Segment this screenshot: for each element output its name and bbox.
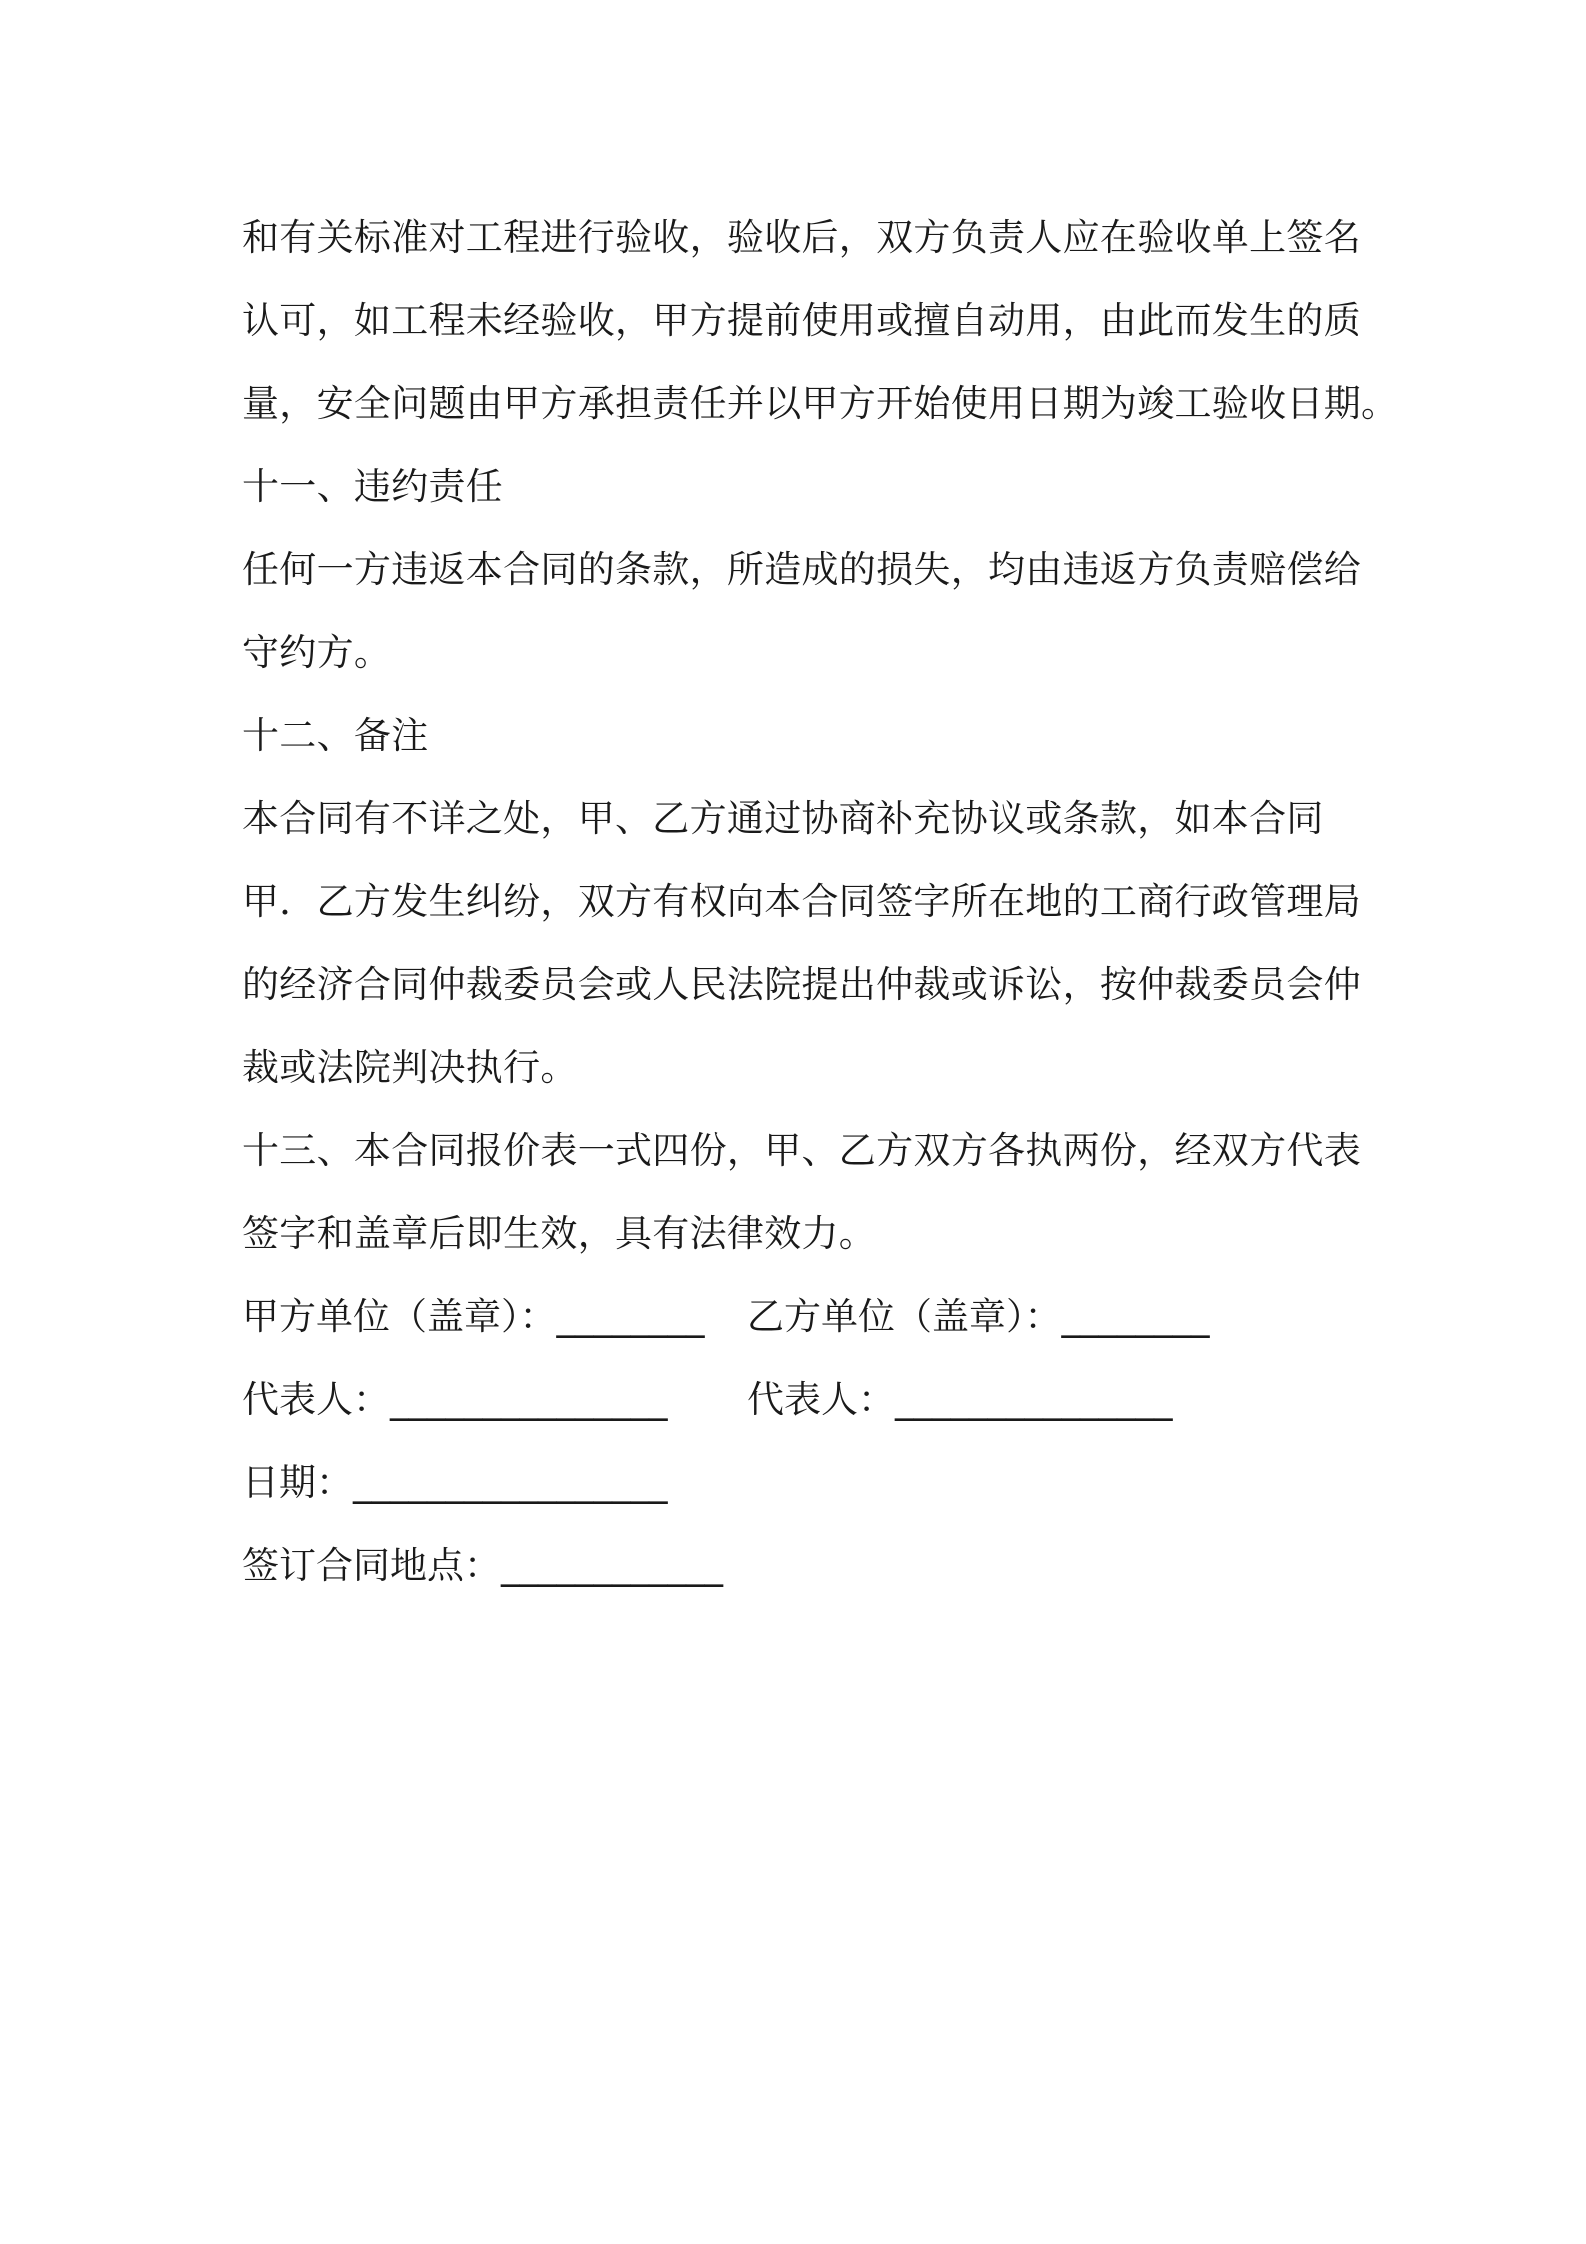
paragraph-line-11: 裁或法院判决执行。 [242,1046,578,1089]
paragraph-line-6: 守约方。 [242,631,392,674]
party-a-representative-field: 代表人：_______________ [242,1378,668,1421]
signature-row-place [242,1524,1422,1607]
signing-place-field: 签订合同地点：____________ [242,1544,723,1587]
party-b-representative-field: 代表人：_______________ [747,1378,1173,1421]
signature-row-date [242,1441,1422,1524]
paragraph-line-1: 和有关标准对工程进行验收，验收后，双方负责人应在验收单上签名 [242,216,1361,259]
signature-row-units [242,1275,1422,1358]
paragraph-line-3: 量，安全问题由甲方承担责任并以甲方开始使用日期为竣工验收日期。 [242,382,1399,425]
section-heading-copies: 十三、本合同报价表一式四份，甲、乙方双方各执两份，经双方代表 [242,1129,1361,1172]
date-field: 日期：_________________ [242,1461,668,1504]
contract-body [242,196,1422,1607]
paragraph-line-9: 甲．乙方发生纠纷，双方有权向本合同签字所在地的工商行政管理局 [242,880,1361,923]
party-a-unit-field: 甲方单位（盖章）：________ [242,1295,705,1338]
paragraph-line-8: 本合同有不详之处，甲、乙方通过协商补充协议或条款，如本合同 [242,797,1324,840]
paragraph-line-13: 签字和盖章后即生效，具有法律效力。 [242,1212,877,1255]
signature-row-representatives [242,1358,1422,1441]
section-heading-breach: 十一、违约责任 [242,465,504,508]
section-heading-notes: 十二、备注 [242,714,429,757]
paragraph-line-10: 的经济合同仲裁委员会或人民法院提出仲裁或诉讼，按仲裁委员会仲 [242,963,1361,1006]
paragraph-line-5: 任何一方违返本合同的条款，所造成的损失，均由违返方负责赔偿给 [242,548,1361,591]
paragraph-line-2: 认可，如工程未经验收，甲方提前使用或擅自动用，由此而发生的质 [242,299,1361,342]
party-b-unit-field: 乙方单位（盖章）：________ [747,1295,1210,1338]
